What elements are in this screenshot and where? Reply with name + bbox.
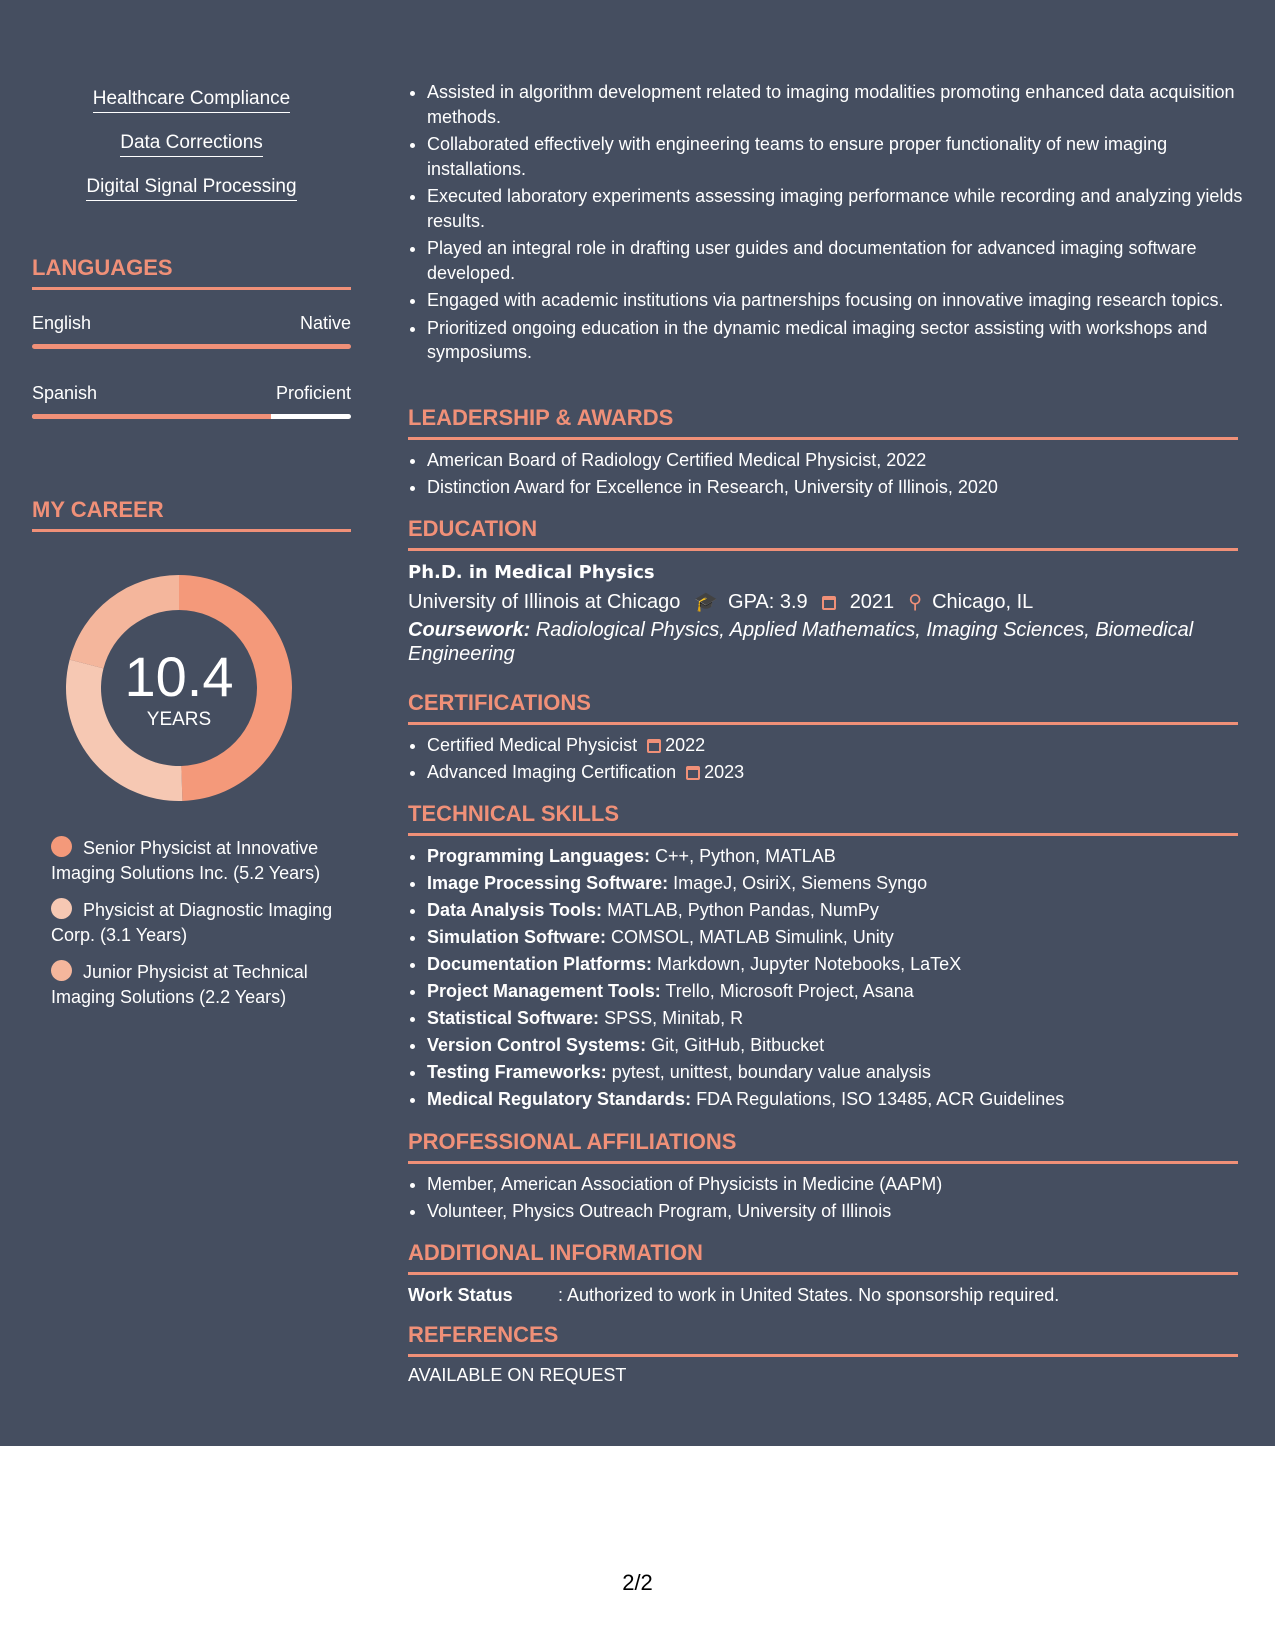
career-donut-chart xyxy=(66,575,292,801)
language-level: Proficient xyxy=(275,383,351,403)
calendar-icon xyxy=(822,592,840,613)
legend-dot-icon xyxy=(51,960,72,981)
skill-item: • Data Analysis Tools: MATLAB, Python Pandas, NumPy xyxy=(427,898,1238,923)
skill-item: • Testing Frameworks: pytest, unittest, boundary value analysis xyxy=(427,1060,1238,1085)
graduation-cap-icon: 🎓 xyxy=(694,592,719,613)
certification-item: • Advanced Imaging Certification 2023 xyxy=(427,760,1238,785)
work-status-value: : Authorized to work in United States. No sponsorship required. xyxy=(558,1285,1060,1305)
language-bar xyxy=(32,344,351,349)
experience-bullet: • Executed laboratory experiments assessing imaging performance while recording and analyzing yields results. xyxy=(427,184,1257,233)
certification-item: • Certified Medical Physicist 2022 xyxy=(427,733,1238,758)
skill-item: • Documentation Platforms: Markdown, Jupyter Notebooks, LaTeX xyxy=(427,952,1238,977)
legend-dot-icon xyxy=(51,898,72,919)
section-heading: ADDITIONAL INFORMATION xyxy=(408,1240,1238,1275)
skill-tags xyxy=(32,88,351,220)
experience-bullet: • Engaged with academic institutions via partnerships focusing on innovative imaging research topics. xyxy=(427,288,1257,313)
skill-item: • Simulation Software: COMSOL, MATLAB Simulink, Unity xyxy=(427,925,1238,950)
coursework-label: Coursework: xyxy=(408,619,531,641)
language-bar-fill xyxy=(32,414,271,419)
skill-item: • Medical Regulatory Standards: FDA Regulations, ISO 13485, ACR Guidelines xyxy=(427,1087,1238,1112)
school-name: University of Illinois at Chicago xyxy=(408,591,681,613)
page-number: 2/2 xyxy=(622,1570,653,1595)
career-legend xyxy=(51,836,351,1022)
leadership-section xyxy=(408,405,1238,501)
skill-tag: Healthcare Compliance xyxy=(93,88,291,113)
section-heading: TECHNICAL SKILLS xyxy=(408,801,1238,836)
career-item xyxy=(51,836,351,885)
experience-bullet: • Collaborated effectively with engineering teams to ensure proper functionality of new imaging installations. xyxy=(427,132,1257,181)
career-total: 10.4 xyxy=(124,645,234,708)
legend-dot-icon xyxy=(51,836,72,857)
calendar-icon xyxy=(647,739,661,753)
language-bar-fill xyxy=(32,344,351,349)
calendar-icon xyxy=(686,766,700,780)
section-heading: REFERENCES xyxy=(408,1322,1238,1357)
section-heading: CERTIFICATIONS xyxy=(408,690,1238,725)
award-item: • Distinction Award for Excellence in Research, University of Illinois, 2020 xyxy=(427,475,1238,500)
coursework xyxy=(408,618,1238,666)
section-heading: EDUCATION xyxy=(408,516,1238,551)
affiliation-item: • Volunteer, Physics Outreach Program, University of Illinois xyxy=(427,1199,1238,1224)
career-item-text: Physicist at Diagnostic Imaging Corp. (3.1 Years) xyxy=(51,900,333,945)
skill-item: • Programming Languages: C++, Python, MATLAB xyxy=(427,844,1238,869)
experience-bullets xyxy=(408,80,1257,368)
skill-tag: Data Corrections xyxy=(120,132,263,157)
award-item: • American Board of Radiology Certified Medical Physicist, 2022 xyxy=(427,448,1238,473)
coursework-text: Radiological Physics, Applied Mathematics, Imaging Sciences, Biomedical Engineering xyxy=(408,619,1194,665)
experience-bullet: • Prioritized ongoing education in the dynamic medical imaging sector assisting with workshops and symposiums. xyxy=(427,316,1257,365)
skill-item: • Image Processing Software: ImageJ, OsiriX, Siemens Syngo xyxy=(427,871,1238,896)
language-bar xyxy=(32,414,351,419)
location-pin-icon: ⚲ xyxy=(908,592,923,613)
graduation-year: 2021 xyxy=(849,591,895,613)
school-location: Chicago, IL xyxy=(932,591,1034,613)
affiliation-item: • Member, American Association of Physicists in Medicine (AAPM) xyxy=(427,1172,1238,1197)
technical-skills-section xyxy=(408,801,1238,1114)
section-heading: PROFESSIONAL AFFILIATIONS xyxy=(408,1129,1238,1164)
work-status-label: Work Status xyxy=(408,1285,513,1305)
certifications-section xyxy=(408,690,1238,786)
languages-heading: LANGUAGES xyxy=(32,255,351,290)
career-heading: MY CAREER xyxy=(32,497,351,532)
language-level: Native xyxy=(299,313,351,333)
additional-info-section xyxy=(408,1240,1238,1307)
degree-title: Ph.D. in Medical Physics xyxy=(408,562,655,583)
career-item-text: Senior Physicist at Innovative Imaging Solutions Inc. (5.2 Years) xyxy=(51,838,321,883)
gpa: GPA: 3.9 xyxy=(728,591,808,613)
career-item xyxy=(51,898,351,947)
experience-bullet: • Assisted in algorithm development related to imaging modalities promoting enhanced data acquisition methods. xyxy=(427,80,1257,129)
references-section xyxy=(408,1322,1238,1386)
language-name: Spanish xyxy=(32,383,98,403)
education-details xyxy=(408,587,1238,618)
experience-bullet: • Played an integral role in drafting user guides and documentation for advanced imaging software developed. xyxy=(427,236,1257,285)
skill-item: • Statistical Software: SPSS, Minitab, R xyxy=(427,1006,1238,1031)
affiliations-section xyxy=(408,1129,1238,1225)
section-heading: LEADERSHIP & AWARDS xyxy=(408,405,1238,440)
education-section xyxy=(408,516,1238,666)
career-unit: YEARS xyxy=(146,709,212,730)
skill-item: • Version Control Systems: Git, GitHub, Bitbucket xyxy=(427,1033,1238,1058)
skill-tag: Digital Signal Processing xyxy=(86,176,296,201)
career-item-text: Junior Physicist at Technical Imaging Solutions (2.2 Years) xyxy=(51,962,308,1007)
references-text: AVAILABLE ON REQUEST xyxy=(408,1365,627,1385)
skill-item: • Project Management Tools: Trello, Microsoft Project, Asana xyxy=(427,979,1238,1004)
language-name: English xyxy=(32,313,92,333)
career-item xyxy=(51,960,351,1009)
